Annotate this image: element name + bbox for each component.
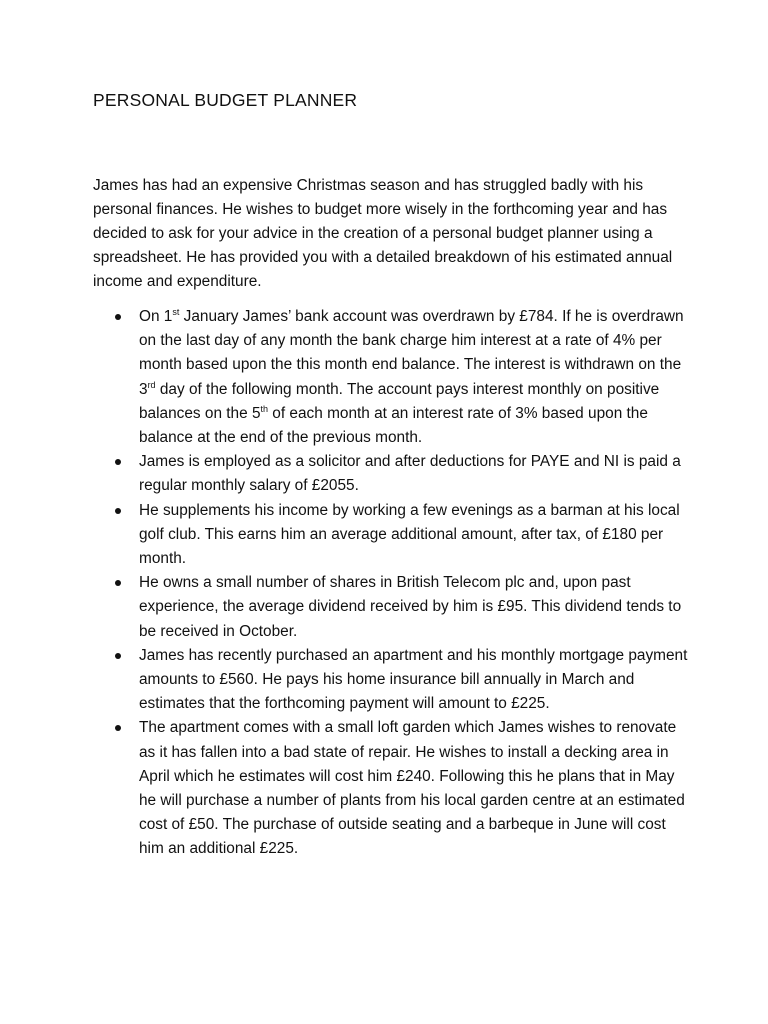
list-item-dividend bbox=[93, 571, 693, 644]
bullet-dot-icon bbox=[115, 508, 121, 514]
bullet-dot-icon bbox=[115, 653, 121, 659]
list-item-text: He owns a small number of shares in British Telecom plc and, upon past experience, the average dividend received by him is £95. This dividend tends to be received in October. bbox=[139, 574, 682, 640]
list-item-text: On 1st January James’ bank account was overdrawn by £784. If he is overdrawn on the last day of any month the bank charge him interest at a rate of 4% per month based upon the this month end balance. The interest is withdrawn on the 3rd day of the following month. The account pays interest monthly on positive balances on the 5th of each month at an interest rate of 3% based upon the balance at the end of the previous month. bbox=[139, 306, 684, 447]
requirements-list bbox=[93, 305, 693, 862]
bullet-dot-icon bbox=[115, 314, 121, 320]
bullet-dot-icon bbox=[115, 580, 121, 586]
list-item-bank-account bbox=[93, 305, 693, 450]
intro-paragraph: James has had an expensive Christmas season and has struggled badly with his personal finances. He wishes to budget more wisely in the forthcoming year and has decided to ask for your advice in the creation of a personal budget planner using a spreadsheet. He has provided you with a detailed breakdown of his estimated annual income and expenditure. bbox=[93, 177, 673, 290]
list-item-barman-income bbox=[93, 499, 693, 572]
list-item-text: The apartment comes with a small loft garden which James wishes to renovate as it has fallen into a bad state of repair. He wishes to install a decking area in April which he estimates will cost him £240. Following this he plans that in May he will purchase a number of plants from his local garden centre at an estimated cost of £50. The purchase of outside seating and a barbeque in June will cost him an additional £225. bbox=[139, 719, 685, 858]
page-title: PERSONAL BUDGET PLANNER bbox=[93, 90, 358, 110]
list-item-text: James is employed as a solicitor and after deductions for PAYE and NI is paid a regular monthly salary of £2055. bbox=[139, 453, 681, 495]
list-item-mortgage bbox=[93, 644, 693, 717]
list-item-garden bbox=[93, 716, 693, 861]
list-item-text: James has recently purchased an apartment and his monthly mortgage payment amounts to £560. He pays his home insurance bill annually in March and estimates that the forthcoming payment will amount to £225. bbox=[139, 646, 688, 713]
bullet-dot-icon bbox=[115, 725, 121, 731]
list-item-salary bbox=[93, 450, 693, 498]
list-item-text: He supplements his income by working a few evenings as a barman at his local golf club. This earns him an average additional amount, after tax, of £180 per month. bbox=[139, 501, 680, 568]
bullet-dot-icon bbox=[115, 459, 121, 465]
